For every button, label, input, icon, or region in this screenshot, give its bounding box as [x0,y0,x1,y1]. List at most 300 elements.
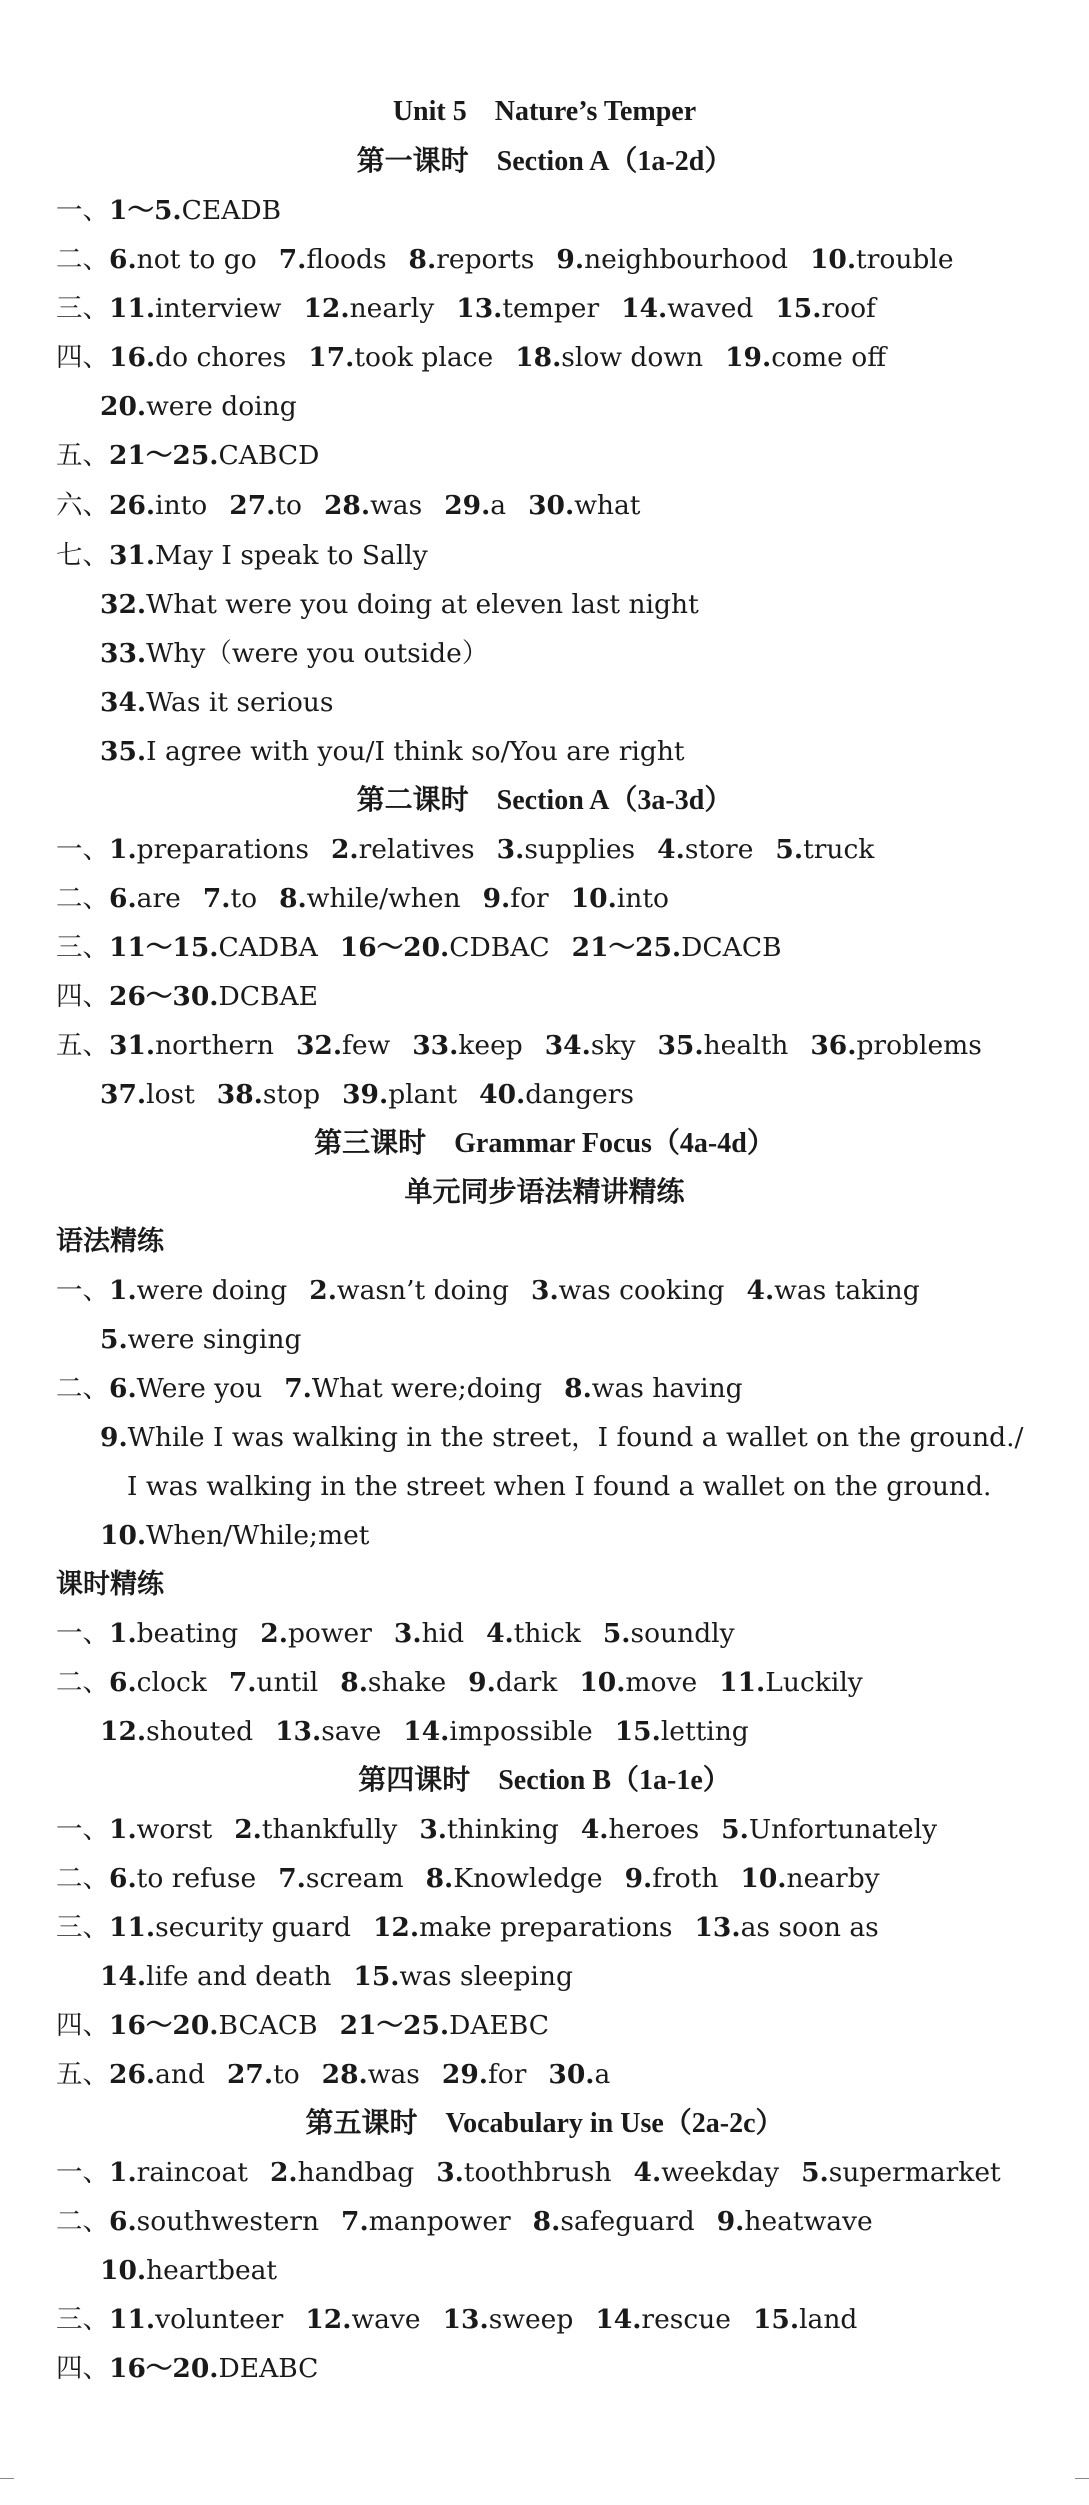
answer-text: until [256,1667,319,1698]
answer-item [109,293,281,324]
answer-text: problems [856,1030,982,1061]
answer-text: make preparations [419,1912,673,1943]
question-number: 21～25. [339,2010,450,2041]
answer-text: Why（were you outside） [146,638,489,669]
question-number: 16～20. [339,932,450,963]
question-number: 26～30. [109,981,219,1012]
question-number: 8. [340,1667,368,1698]
answer-item [694,1912,878,1943]
answer-line [56,341,886,375]
question-number: 33. [412,1030,459,1061]
question-number: 34. [544,1030,591,1061]
question-number: 6. [109,1863,137,1894]
answer-line [56,539,428,573]
question-number: 26. [109,490,156,521]
question-number: 3. [419,1814,448,1845]
answer-item [100,2255,277,2286]
answer-text: shake [367,1667,447,1698]
answer-text: floods [306,244,387,275]
answer-text: was [370,490,423,521]
answer-item [127,1471,991,1502]
answer-item [278,1863,403,1894]
answer-text: Luckily [765,1667,863,1698]
answer-text: for [487,2059,527,2090]
answer-item [444,490,506,521]
answer-text: into [616,883,669,914]
answer-line [100,390,297,424]
question-number: 3. [496,834,525,865]
answer-item [234,1814,397,1845]
answer-text: health [703,1030,789,1061]
answer-item [100,1324,301,1355]
question-number: 13. [456,293,503,324]
answer-item [515,342,703,373]
question-group-label: 二、 [56,244,109,275]
answer-item [533,2206,695,2237]
answer-text: to [275,490,302,521]
answer-item [775,834,874,865]
answer-line [56,2156,1001,2190]
question-number: 30. [528,490,575,521]
answer-item [109,981,318,1012]
question-number: 9. [482,883,511,914]
answer-item [442,2059,527,2090]
answer-text: was cooking [558,1275,725,1306]
question-number: 16. [109,342,156,373]
answer-text: store [684,834,754,865]
answer-item [625,1863,719,1894]
question-number: 9. [716,2206,745,2237]
answer-text: What were you doing at eleven last night [146,589,699,620]
question-number: 12. [100,1716,147,1747]
answer-text: rescue [641,2304,731,2335]
question-number: 10. [570,883,617,914]
answer-text: BCACB [218,2010,318,2041]
question-number: 18. [515,342,562,373]
question-group-label: 三、 [56,293,109,324]
answer-text: I agree with you/I think so/You are right [146,736,685,767]
answer-item [100,1079,195,1110]
question-number: 39. [342,1079,389,1110]
answer-item [497,834,636,865]
answer-text: security guard [155,1912,351,1943]
question-number: 4. [580,1814,609,1845]
answer-text: Were you [136,1373,263,1404]
answer-text: to [273,2059,300,2090]
answer-text: volunteer [155,2304,284,2335]
question-number: 19. [725,342,772,373]
question-number: 11. [109,1912,156,1943]
answer-item [564,1373,743,1404]
answer-line [100,1421,1023,1455]
question-number: 13. [442,2304,489,2335]
question-number: 10. [100,2255,147,2286]
answer-item [657,834,753,865]
answer-line [100,637,488,671]
question-number: 15. [775,293,822,324]
answer-line [56,1862,880,1896]
question-number: 30. [548,2059,595,2090]
question-number: 13. [694,1912,741,1943]
answer-text: scream [305,1863,404,1894]
answer-text: lost [146,1079,195,1110]
answer-item [801,2157,1001,2188]
answer-item [579,1667,697,1698]
answer-item [615,1716,749,1747]
answer-item [308,342,493,373]
answer-item [426,1863,603,1894]
question-number: 6. [109,2206,137,2237]
answer-text: were doing [146,391,297,422]
answer-text: nearby [786,1863,880,1894]
answer-text: When/While;met [146,1520,370,1551]
question-group-label: 二、 [56,2206,109,2237]
question-number: 7. [284,1373,312,1404]
answer-item [100,1422,1023,1453]
question-number: 32. [295,1030,343,1061]
answer-item [403,1716,592,1747]
answer-text: power [287,1618,372,1649]
question-group-label: 五、 [56,440,109,471]
question-number: 31. [109,1030,156,1061]
question-number: 14. [100,1961,147,1992]
question-number: 6. [109,1667,137,1698]
answer-item [409,244,535,275]
question-number: 9. [624,1863,653,1894]
answer-line [56,882,669,916]
question-number: 14. [595,2304,642,2335]
question-number: 11. [109,293,156,324]
answer-line [56,2205,873,2239]
question-number: 17. [308,342,355,373]
answer-text: truck [803,834,875,865]
answer-item [810,1030,982,1061]
answer-text: northern [155,1030,274,1061]
question-number: 14. [403,1716,450,1747]
answer-item [305,2304,420,2335]
question-number: 34. [100,687,147,718]
question-number: 9. [468,1667,496,1698]
answer-text: life and death [146,1961,332,1992]
answer-line [56,194,281,228]
question-number: 7. [278,244,307,275]
question-number: 8. [279,883,307,914]
answer-item [270,2157,414,2188]
answer-item [556,244,788,275]
question-group-label: 六、 [56,490,109,521]
answer-text: dangers [525,1079,635,1110]
answer-item [456,293,599,324]
answer-item [322,2059,420,2090]
answer-item [109,1863,256,1894]
answer-text: hid [421,1618,465,1649]
question-number: 14. [621,293,668,324]
lesson-heading: 第五课时 Vocabulary in Use（2a-2c） [305,2108,784,2139]
question-number: 21～25. [109,440,219,471]
answer-item [229,1667,318,1698]
answer-item [203,883,257,914]
answer-item [100,687,333,718]
answer-text: safeguard [560,2206,695,2237]
bottom-left-rule [0,2478,14,2479]
answer-item [109,1667,207,1698]
answer-text: nearly [349,293,435,324]
answer-text: were singing [127,1324,302,1355]
answer-text: move [625,1667,698,1698]
lesson-heading: 第四课时 Section B（1a-1e） [358,1765,731,1796]
question-group-label: 一、 [56,1275,109,1306]
question-number: 12. [372,1912,420,1943]
answer-item [109,1373,262,1404]
question-number: 1. [109,2157,137,2188]
answer-item [109,1275,287,1306]
answer-item [109,1912,351,1943]
answer-text: was having [591,1373,743,1404]
question-group-label: 五、 [56,1030,109,1061]
answer-item [340,1667,446,1698]
answer-item [443,2304,574,2335]
answer-item [340,932,550,963]
answer-item [109,1814,212,1845]
answer-line [56,2352,318,2386]
answer-line [56,1617,735,1651]
answer-line [56,833,874,867]
answer-text: sweep [488,2304,574,2335]
answer-line [100,1519,369,1553]
answer-item [100,1716,253,1747]
question-number: 8. [532,2206,561,2237]
question-group-label: 一、 [56,2157,109,2188]
question-number: 1. [109,1814,137,1845]
answer-line [100,2254,277,2288]
question-number: 4. [486,1618,514,1649]
answer-item [229,490,302,521]
question-number: 27. [229,490,276,521]
question-number: 28. [321,2059,368,2090]
answer-text: heroes [608,1814,700,1845]
answer-text: to [230,883,258,914]
answer-text: May I speak to Sally [155,540,428,571]
question-number: 8. [425,1863,454,1894]
answer-text: waved [667,293,754,324]
answer-item [303,293,434,324]
answer-text: are [136,883,181,914]
answer-text: not to go [136,244,257,275]
answer-line [56,980,318,1014]
answer-item [572,932,782,963]
answer-item [227,2059,300,2090]
answer-text: manpower [368,2206,511,2237]
answer-item [412,1030,523,1061]
question-number: 9. [556,244,585,275]
answer-text: come off [771,342,887,373]
question-group-label: 三、 [56,2304,109,2335]
question-number: 2. [269,2157,298,2188]
question-number: 12. [305,2304,352,2335]
question-group-label: 二、 [56,1863,109,1894]
question-number: 3. [531,1275,559,1306]
question-number: 1～5. [109,195,182,226]
answer-item [341,2206,511,2237]
answer-item [109,2157,248,2188]
question-group-label: 一、 [56,834,109,865]
question-number: 4. [746,1275,775,1306]
answer-item [100,391,297,422]
question-number: 28. [323,490,371,521]
answer-item [340,2010,549,2041]
question-number: 29. [441,2059,488,2090]
answer-line [56,1029,982,1063]
answer-text: CDBAC [449,932,550,963]
question-number: 36. [810,1030,857,1061]
answer-line [100,1078,634,1112]
question-number: 6. [109,883,137,914]
answer-item [109,540,428,571]
question-group-label: 一、 [56,1618,109,1649]
answer-text: froth [652,1863,719,1894]
answer-text: trouble [856,244,954,275]
answer-item [309,1275,509,1306]
answer-text: impossible [449,1716,593,1747]
question-number: 38. [216,1079,263,1110]
answer-text: a [594,2059,611,2090]
answer-line [56,292,876,326]
answer-line [100,686,333,720]
answer-item [810,244,954,275]
answer-line [56,439,319,473]
question-group-label: 二、 [56,1373,109,1404]
answer-item [100,1520,369,1551]
question-number: 7. [278,1863,306,1894]
answer-item [603,1618,735,1649]
answer-text: DEABC [218,2353,319,2384]
answer-line [56,1274,920,1308]
answer-text: was [367,2059,420,2090]
answer-text: preparations [136,834,309,865]
question-number: 9. [100,1422,128,1453]
answer-item [279,244,387,275]
answer-item [353,1961,573,1992]
question-number: 10. [100,1520,147,1551]
answer-item [634,2157,780,2188]
question-group-label: 四、 [56,342,109,373]
answer-text: wasn’t doing [336,1275,509,1306]
answer-item [740,1863,879,1894]
question-number: 3. [393,1618,422,1649]
answer-text: thick [513,1618,581,1649]
answer-line [56,931,782,965]
answer-item [324,490,422,521]
answer-text: thinking [447,1814,559,1845]
answer-text: and [155,2059,205,2090]
answer-item [479,1079,634,1110]
question-number: 5. [801,2157,829,2188]
question-number: 4. [657,834,685,865]
question-number: 2. [330,834,359,865]
question-number: 15. [353,1961,400,1992]
answer-item [719,1667,863,1698]
answer-text: land [799,2304,858,2335]
answer-text: worst [136,1814,213,1845]
question-number: 2. [260,1618,288,1649]
question-number: 16～20. [109,2353,219,2384]
question-number: 5. [100,1324,128,1355]
question-group-label: 五、 [56,2059,109,2090]
answer-text: Knowledge [453,1863,603,1894]
answer-text: weekday [661,2157,780,2188]
answer-item [109,1618,238,1649]
answer-text: a [490,490,507,521]
answer-text: what [574,490,641,521]
answer-item [109,1030,274,1061]
question-group-label: 一、 [56,1814,109,1845]
answer-item [109,2353,318,2384]
question-number: 2. [309,1275,337,1306]
question-number: 27. [226,2059,274,2090]
answer-item [217,1079,320,1110]
answer-item [109,883,181,914]
answer-text: do chores [155,342,287,373]
answer-text: handbag [297,2157,415,2188]
answer-item [545,1030,636,1061]
question-number: 1. [109,1618,137,1649]
question-group-label: 三、 [56,932,109,963]
answer-line [56,2009,549,2043]
answer-item [109,2206,319,2237]
answer-text: beating [136,1618,239,1649]
answer-item [717,2206,873,2237]
answer-item [747,1275,920,1306]
answer-item [100,589,699,620]
answer-text: DCACB [681,932,782,963]
answer-item [109,834,309,865]
answer-text: for [510,883,549,914]
question-number: 1. [109,1275,137,1306]
answer-item [531,1275,725,1306]
question-number: 5. [721,1814,749,1845]
answer-item [109,2010,318,2041]
answer-item [342,1079,457,1110]
answer-text: wave [351,2304,421,2335]
question-number: 6. [109,244,137,275]
answer-line [100,588,699,622]
answer-text: shouted [146,1716,254,1747]
question-number: 7. [202,883,231,914]
answer-text: thankfully [261,1814,398,1845]
question-number: 35. [657,1030,704,1061]
lesson-heading: 第二课时 Section A（3a-3d） [356,785,733,816]
answer-item [100,1961,331,1992]
question-number: 15. [752,2304,800,2335]
answer-item [373,1912,673,1943]
answer-text: Unfortunately [748,1814,938,1845]
answer-item [721,1814,937,1845]
question-number: 3. [436,2157,464,2188]
answer-text: letting [660,1716,749,1747]
answer-line [100,1715,749,1749]
answer-text: heatwave [744,2206,873,2237]
answer-text: dark [495,1667,558,1698]
question-group-label: 二、 [56,1667,109,1698]
answer-text: toothbrush [463,2157,612,2188]
question-group-label: 四、 [56,2353,109,2384]
question-number: 11. [719,1667,766,1698]
answer-line [100,1323,301,1357]
question-number: 7. [341,2206,369,2237]
unit-title: Unit 5 Nature’s Temper [392,96,697,127]
answer-text: reports [436,244,535,275]
answer-line [56,1666,863,1700]
